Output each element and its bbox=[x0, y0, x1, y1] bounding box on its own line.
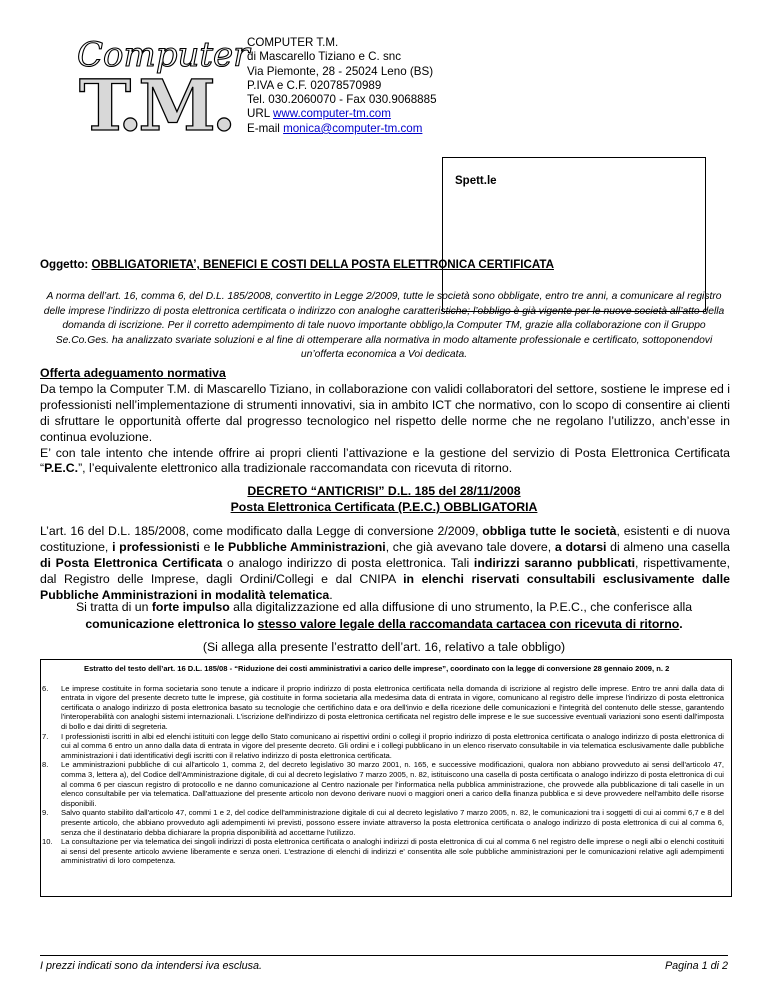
company-info bbox=[247, 36, 437, 136]
company-phone: Tel. 030.2060070 - Fax 030.9068885 bbox=[247, 93, 437, 107]
impulse-text: . bbox=[679, 616, 683, 631]
art16-paragraph bbox=[40, 523, 730, 603]
extract-item bbox=[42, 731, 724, 761]
art16-bold: di Posta Elettronica Certificata bbox=[40, 556, 223, 571]
item-text: La consultazione per via telematica dei singoli indirizzi di posta elettronica certificata o analoghi indirizzi di posta elettronica di cui al comma 6 nel registro delle imprese o negli albi o elenchi costituiti ai sensi del presente articolo avviene liberamente e senza oneri. L'estrazione di elenchi di indirizzi e' consentita alle sole pubbliche amministrazioni per le comunicazioni relative agli adempimenti amministrativi di loro competenza. bbox=[61, 837, 724, 866]
art16-text: L’art. 16 del D.L. 185/2008, come modificato dalla Legge di conversione 2/2009, bbox=[40, 524, 483, 538]
footer-note: I prezzi indicati sono da intendersi iva esclusa. bbox=[40, 960, 263, 972]
extract-item bbox=[42, 760, 724, 808]
offer-paragraph-2 bbox=[40, 446, 730, 478]
offer-p2-pec: P.E.C. bbox=[44, 461, 79, 476]
company-name: COMPUTER T.M. bbox=[247, 36, 339, 49]
art16-text: o analogo indirizzo di posta elettronica. Tali bbox=[222, 556, 474, 571]
item-text: Le imprese costituite in forma societaria sono tenute a indicare il proprio indirizzo di posta elettronica certificata nella domanda di iscrizione al registro delle imprese. Entro tre anni dalla data di entrata in vigore del presente decreto tutte le imprese, già costituite in forma societaria alla medesima data di entrata in vigore, comunicano al registro delle imprese l'indirizzo di posta elettronica certificata o analogo indirizzo di posta elettronica basato su tecnologie che certifichino data e ora dell'invio e della ricezione delle comunicazioni e l'integrità del contenuto delle stesse, garantendo l'interoperabilità con analoghi sistemi internazionali. L'iscrizione dell'indirizzo di posta elettronica certificata nel registro delle imprese e le sue successive eventuali variazioni sono esenti dall'imposta di bollo e dai diritti di segreteria. bbox=[61, 683, 724, 731]
logo-text-computer: Computer bbox=[77, 35, 250, 75]
impulse-text: Si tratta di un bbox=[75, 600, 152, 614]
recipient-label: Spett.le bbox=[455, 175, 497, 187]
offer-paragraph-1: Da tempo la Computer T.M. di Mascarello Tiziano, in collaborazione con validi collaboratori del settore, sostiene le imprese ed i professionisti nell’implementazione di strumenti innovativi, sia in ambito ICT che normativo, con lo scopo di consentire ai clienti di sfruttare le opportunità offerte dal progresso tecnologico nel rispetto delle norme che ne regolano l’utilizzo, anch’esse in continua evoluzione. bbox=[40, 381, 730, 444]
company-logo bbox=[75, 30, 250, 147]
subject-text: OBBLIGATORIETA’, BENEFICI E COSTI DELLA POSTA ELETTRONICA CERTIFICATA bbox=[91, 258, 554, 271]
art16-bold: le Pubbliche Amministrazioni bbox=[214, 540, 386, 555]
art16-bold: i professionisti bbox=[112, 540, 200, 555]
impulse-bold-underline: stesso valore legale della raccomandata cartacea con ricevuta di ritorno bbox=[257, 616, 680, 631]
art16-bold: obbliga tutte le società bbox=[482, 524, 617, 538]
law-extract-box bbox=[40, 659, 732, 897]
company-owner: di Mascarello Tiziano e C. snc bbox=[247, 50, 402, 64]
subject-label: Oggetto: bbox=[40, 258, 92, 271]
art16-text: , esistenti e di nuova costituzione, bbox=[40, 524, 730, 555]
extract-item bbox=[42, 683, 724, 732]
subject-line bbox=[40, 258, 554, 271]
offer-section bbox=[40, 366, 730, 477]
offer-heading: Offerta adeguamento normativa bbox=[40, 366, 226, 380]
company-email-row bbox=[247, 122, 437, 136]
page-number: Pagina 1 di 2 bbox=[664, 960, 728, 972]
email-link[interactable]: monica@computer-tm.com bbox=[283, 121, 423, 135]
url-label: URL bbox=[247, 107, 273, 121]
extract-item bbox=[42, 808, 724, 837]
art16-text: , che già avevano tale dovere, bbox=[385, 540, 555, 555]
offer-p2-text-c: ”, l’equivalente elettronico alla tradizionale raccomandata con ricevuta di ritorno. bbox=[78, 461, 513, 476]
impulse-paragraph bbox=[40, 599, 728, 632]
item-number: 9. bbox=[42, 808, 49, 818]
logo-text-tm: T.M. bbox=[79, 64, 233, 147]
company-vat: P.IVA e C.F. 02078570989 bbox=[247, 78, 382, 92]
art16-text: e bbox=[199, 540, 215, 555]
art16-bold: a dotarsi bbox=[554, 540, 607, 555]
decree-line-2: Posta Elettronica Certificata (P.E.C.) OBBLIGATORIA bbox=[230, 500, 538, 514]
impulse-bold: comunicazione elettronica lo bbox=[85, 616, 258, 631]
item-text: Salvo quanto stabilito dall'articolo 47, commi 1 e 2, del codice dell'amministrazione digitale di cui al decreto legislativo 7 marzo 2005, n. 82, le comunicazioni tra i soggetti di cui ai commi 6,7 e 8 del presente articolo, che abbiano provveduto agli adempimenti ivi previsti, possono essere inviate attraverso la posta elettronica certificata o analogo indirizzo di posta elettronica di cui al comma 6, senza che il destinatario debba dichiarare la propria disponibilità ad accettarne l'utilizzo. bbox=[61, 808, 724, 837]
footer-divider bbox=[40, 955, 728, 956]
art16-text: di almeno una casella bbox=[606, 540, 730, 555]
offer-p2-text-a: E’ con tale intento che intende offrire ai propri clienti l’attivazione e la gestione del servizio di Posta Elettronica Certificata “ bbox=[40, 445, 730, 476]
impulse-bold: forte impulso bbox=[151, 600, 230, 614]
decree-heading bbox=[40, 483, 728, 515]
intro-paragraph: A norma dell’art. 16, comma 6, del D.L. 185/2008, convertito in Legge 2/2009, tutte le società sono obbligate, entro tre anni, a comunicare al registro delle imprese l’indirizzo di posta elettronica certificata o indirizzo con analoghe caratteristiche; l’obbligo è già vigente per le nuove società all’atto della domanda di iscrizione. Per il corretto adempimento di tale nuovo importante obbligo,la Computer TM, grazie alla collaborazione con il Gruppo Se.Co.Ges. ha analizzato svariate soluzioni e al fine di ottemperare alla normativa in modo altamente professionale e certificato, sottoponendovi un’offerta economica a Voi dedicata. bbox=[43, 291, 725, 360]
website-link[interactable]: www.computer-tm.com bbox=[272, 107, 391, 121]
item-text: Le amministrazioni pubbliche di cui all'articolo 1, comma 2, del decreto legislativo 30 marzo 2001, n. 165, e successive modificazioni, qualora non abbiano provveduto ai sensi dell'articolo 47, comma 3, lettera a), del Codice dell'Amministrazione digitale, di cui al decreto legislativo 7 marzo 2005, n. 82, istituiscono una casella di posta certificata o analogo indirizzo di posta elettronica di cui al comma 6 per ciascun registro di protocollo e ne danno comunicazione al Centro nazionale per l'informatica nella pubblica amministrazione, che provvede alla pubblicazione di tali caselle in un elenco consultabile per via telematica. Dall'attuazione del presente articolo non devono derivare nuovi o maggiori oneri a carico della finanza pubblica e si deve provvedere nell'ambito delle risorse disponibili. bbox=[61, 760, 724, 808]
extract-heading: Estratto del testo dell’art. 16 D.L. 185/08 - “Riduzione dei costi amministrativi a carico delle imprese”, coordinato con la legge di conversione 28 gennaio 2009, n. 2 bbox=[84, 664, 670, 673]
recipient-box bbox=[442, 157, 706, 312]
art16-text: . bbox=[329, 588, 333, 603]
art16-text: , rispettivamente, dal Registro delle Imprese, dagli Ordini/Collegi e dal CNIPA bbox=[40, 556, 730, 587]
extract-item bbox=[42, 837, 724, 866]
company-address: Via Piemonte, 28 - 25024 Leno (BS) bbox=[247, 64, 434, 78]
item-text: I professionisti iscritti in albi ed elenchi istituiti con legge dello Stato comunicano ai rispettivi ordini o collegi il proprio indirizzo di posta elettronica certificata o analogo indirizzo di posta elettronica di cui al comma 6 entro un anno dalla data di entrata in vigore del presente decreto. Gli ordini e i collegi pubblicano in un elenco riservato consultabile in via telematica esclusivamente dalle pubbliche amministrazioni i dati identificativi degli iscritti con il relativo indirizzo di posta elettronica certificata. bbox=[61, 731, 724, 760]
art16-bold: in elenchi riservati consultabili esclusivamente dalle Pubbliche Amministrazioni in modalità telematica bbox=[40, 572, 730, 603]
attachment-note: (Si allega alla presente l’estratto dell’art. 16, relativo a tale obbligo) bbox=[202, 640, 566, 654]
item-number: 6. bbox=[42, 683, 49, 693]
item-number: 8. bbox=[42, 760, 49, 770]
company-url-row bbox=[247, 107, 437, 121]
decree-line-1: DECRETO “ANTICRISI” D.L. 185 del 28/11/2008 bbox=[247, 484, 521, 498]
impulse-text: alla digitalizzazione ed alla diffusione di uno strumento, la P.E.C., che conferisce alla bbox=[229, 600, 693, 614]
item-number: 10. bbox=[42, 837, 53, 847]
art16-bold: indirizzi saranno pubblicati bbox=[473, 556, 636, 571]
item-number: 7. bbox=[42, 731, 49, 741]
email-label: E-mail bbox=[247, 121, 284, 135]
